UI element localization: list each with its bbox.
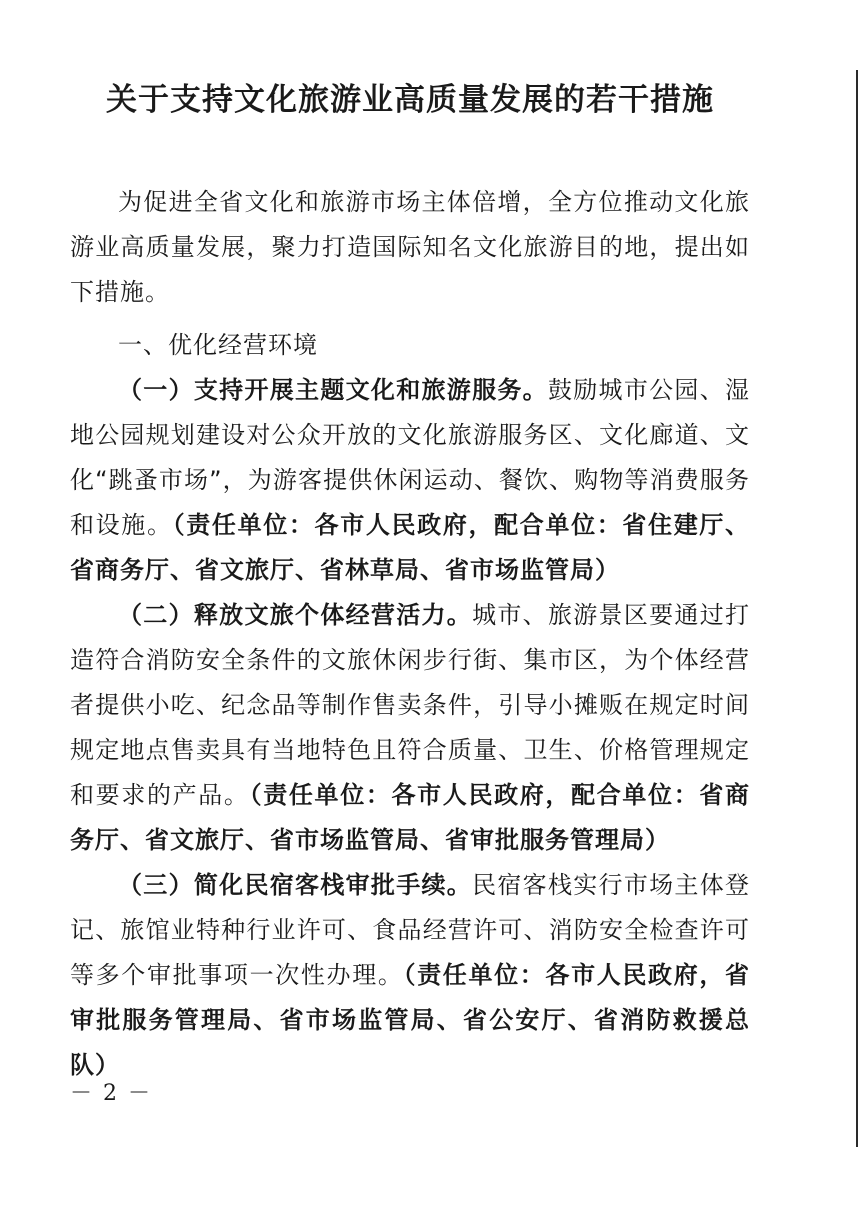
document-title: 关于支持文化旅游业高质量发展的若干措施 <box>106 82 714 118</box>
measure-responsibility: （责任单位：各市人民政府，配合单位：省住建厅、省商务厅、省文旅厅、省林草局、省市场监管局） <box>70 511 751 584</box>
measure-title: （二）释放文旅个体经营活力。 <box>118 601 473 629</box>
section-heading: 一、优化经营环境 <box>118 331 318 359</box>
measure-body: 城市、旅游景区要通过打造符合消防安全条件的文旅休闲步行街、集市区，为个体经营者提供小吃、纪念品等制作售卖条件，引导小摊贩在规定时间规定地点售卖具有当地特色且符合质量、卫生、价格管理规定和要求的产品。 <box>70 601 751 809</box>
measure-responsibility: （责任单位：各市人民政府，配合单位：省商务厅、省文旅厅、省市场监管局、省审批服务管理局） <box>70 781 750 854</box>
measure-body: 鼓励城市公园、湿地公园规划建设对公众开放的文化旅游服务区、文化廊道、文化“跳蚤市场”，为游客提供休闲运动、餐饮、购物等消费服务和设施。 <box>70 376 751 539</box>
intro-paragraph: 为促进全省文化和旅游市场主体倍增，全方位推动文化旅游业高质量发展，聚力打造国际知名文化旅游目的地，提出如下措施。 <box>70 188 750 306</box>
measure-paragraph-3 <box>70 863 750 1088</box>
measure-responsibility: （责任单位：各市人民政府，省审批服务管理局、省市场监管局、省公安厅、省消防救援总队） <box>70 961 750 1079</box>
page-number: － 2 － <box>70 1081 152 1106</box>
measure-title: （三）简化民宿客栈审批手续。 <box>118 871 473 899</box>
scan-border-line <box>856 70 858 1147</box>
document-page <box>70 78 750 1088</box>
measure-title: （一）支持开展主题文化和旅游服务。 <box>118 376 548 404</box>
measure-paragraph-2 <box>70 593 750 863</box>
measure-body: 民宿客栈实行市场主体登记、旅馆业特种行业许可、食品经营许可、消防安全检查许可等多个审批事项一次性办理。 <box>70 871 751 989</box>
measure-paragraph-1 <box>70 368 750 593</box>
